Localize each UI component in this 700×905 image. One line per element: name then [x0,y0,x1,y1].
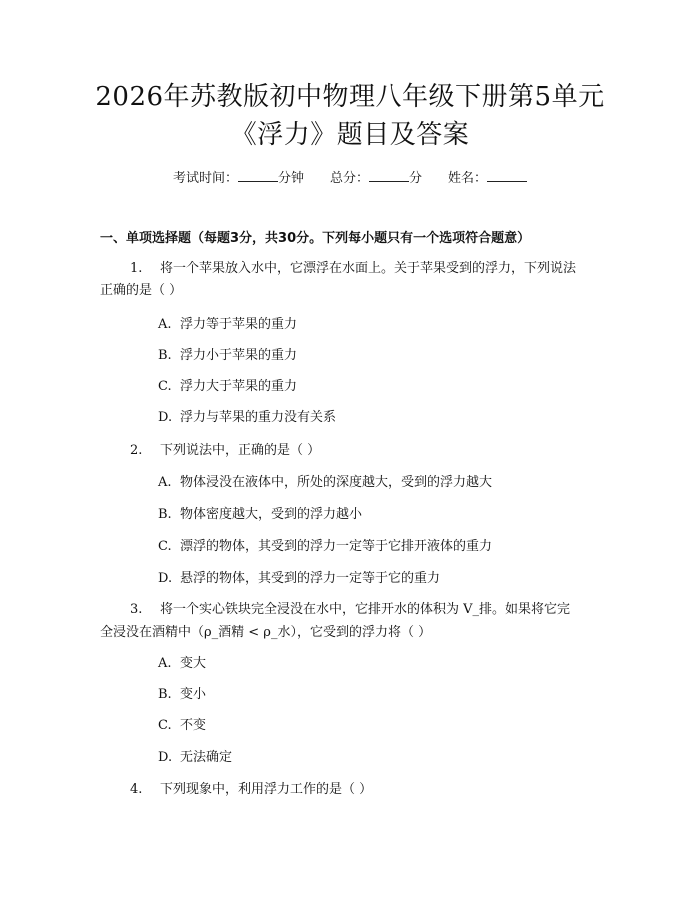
student-name-field [448,167,527,189]
question-3-option-c [158,716,206,736]
option-letter: A. [158,475,172,490]
question-3 [100,599,590,621]
question-1 [100,258,590,280]
option-letter: C. [158,718,172,733]
question-3-option-d [158,748,232,768]
option-letter: C. [158,539,172,554]
question-2-option-c [158,537,492,557]
option-letter: D. [158,571,173,586]
total-score-blank [369,167,409,182]
question-1-option-b [158,346,297,366]
exam-time-unit: 分钟 [277,171,304,186]
question-3-option-b [158,685,206,705]
document-title-line2: 《浮力》题目及答案 [230,120,470,150]
exam-time-field [173,167,304,189]
question-text: 将一个苹果放入水中，它漂浮在水面上。关于苹果受到的浮力，下列说法 [160,261,577,276]
question-text: 下列说法中，正确的是（ ） [160,443,321,458]
option-text: 浮力与苹果的重力没有关系 [180,410,337,425]
option-letter: B. [158,348,172,363]
question-1-continuation [100,280,590,302]
option-letter: A. [158,656,172,671]
question-1-option-d [158,408,336,428]
option-text: 不变 [180,718,207,733]
option-letter: D. [158,750,173,765]
question-1-option-c [158,377,297,397]
question-2-option-d [158,569,440,589]
exam-time-blank [238,167,278,182]
option-letter: B. [158,507,172,522]
total-score-label: 总分： [329,171,369,186]
question-text: 将一个实心铁块完全浸没在水中，它排开水的体积为 V_排。如果将它完 [160,602,571,617]
option-text: 浮力大于苹果的重力 [180,379,298,394]
question-text-continued: 正确的是（ ） [100,283,183,298]
question-2-option-a [158,473,492,493]
option-text: 无法确定 [180,750,233,765]
question-2-option-b [158,505,362,525]
total-score-field [330,167,422,189]
option-letter: C. [158,379,172,394]
option-text: 变大 [180,656,207,671]
question-number: 3. [130,602,143,617]
question-number: 4. [130,782,143,797]
section-heading-single-choice: 一、单项选择题（每题3分，共30分。下列每小题只有一个选项符合题意） [100,231,531,246]
question-3-option-a [158,654,206,674]
total-score-unit: 分 [409,171,423,186]
question-text: 下列现象中，利用浮力工作的是（ ） [160,782,373,797]
option-text: 浮力等于苹果的重力 [180,317,298,332]
option-text: 物体密度越大，受到的浮力越小 [180,507,363,522]
option-letter: B. [158,687,172,702]
question-number: 1. [130,261,143,276]
option-text: 漂浮的物体，其受到的浮力一定等于它排开液体的重力 [180,539,493,554]
document-title-line1: 2026年苏教版初中物理八年级下册第5单元 [95,82,605,112]
question-2 [100,440,590,462]
question-number: 2. [130,443,143,458]
question-3-continuation [100,622,590,644]
exam-time-label: 考试时间： [172,171,238,186]
option-letter: A. [158,317,172,332]
question-text-continued: 全浸没在酒精中（ρ_酒精 < ρ_水），它受到的浮力将（ ） [100,625,432,640]
student-name-blank [487,167,527,182]
exam-info-row [0,167,700,189]
option-text: 浮力小于苹果的重力 [180,348,298,363]
option-text: 变小 [180,687,207,702]
option-text: 物体浸没在液体中，所处的深度越大，受到的浮力越大 [180,475,493,490]
question-4 [100,779,590,801]
question-1-option-a [158,315,297,335]
option-text: 悬浮的物体，其受到的浮力一定等于它的重力 [180,571,441,586]
student-name-label: 姓名： [448,171,488,186]
option-letter: D. [158,410,173,425]
